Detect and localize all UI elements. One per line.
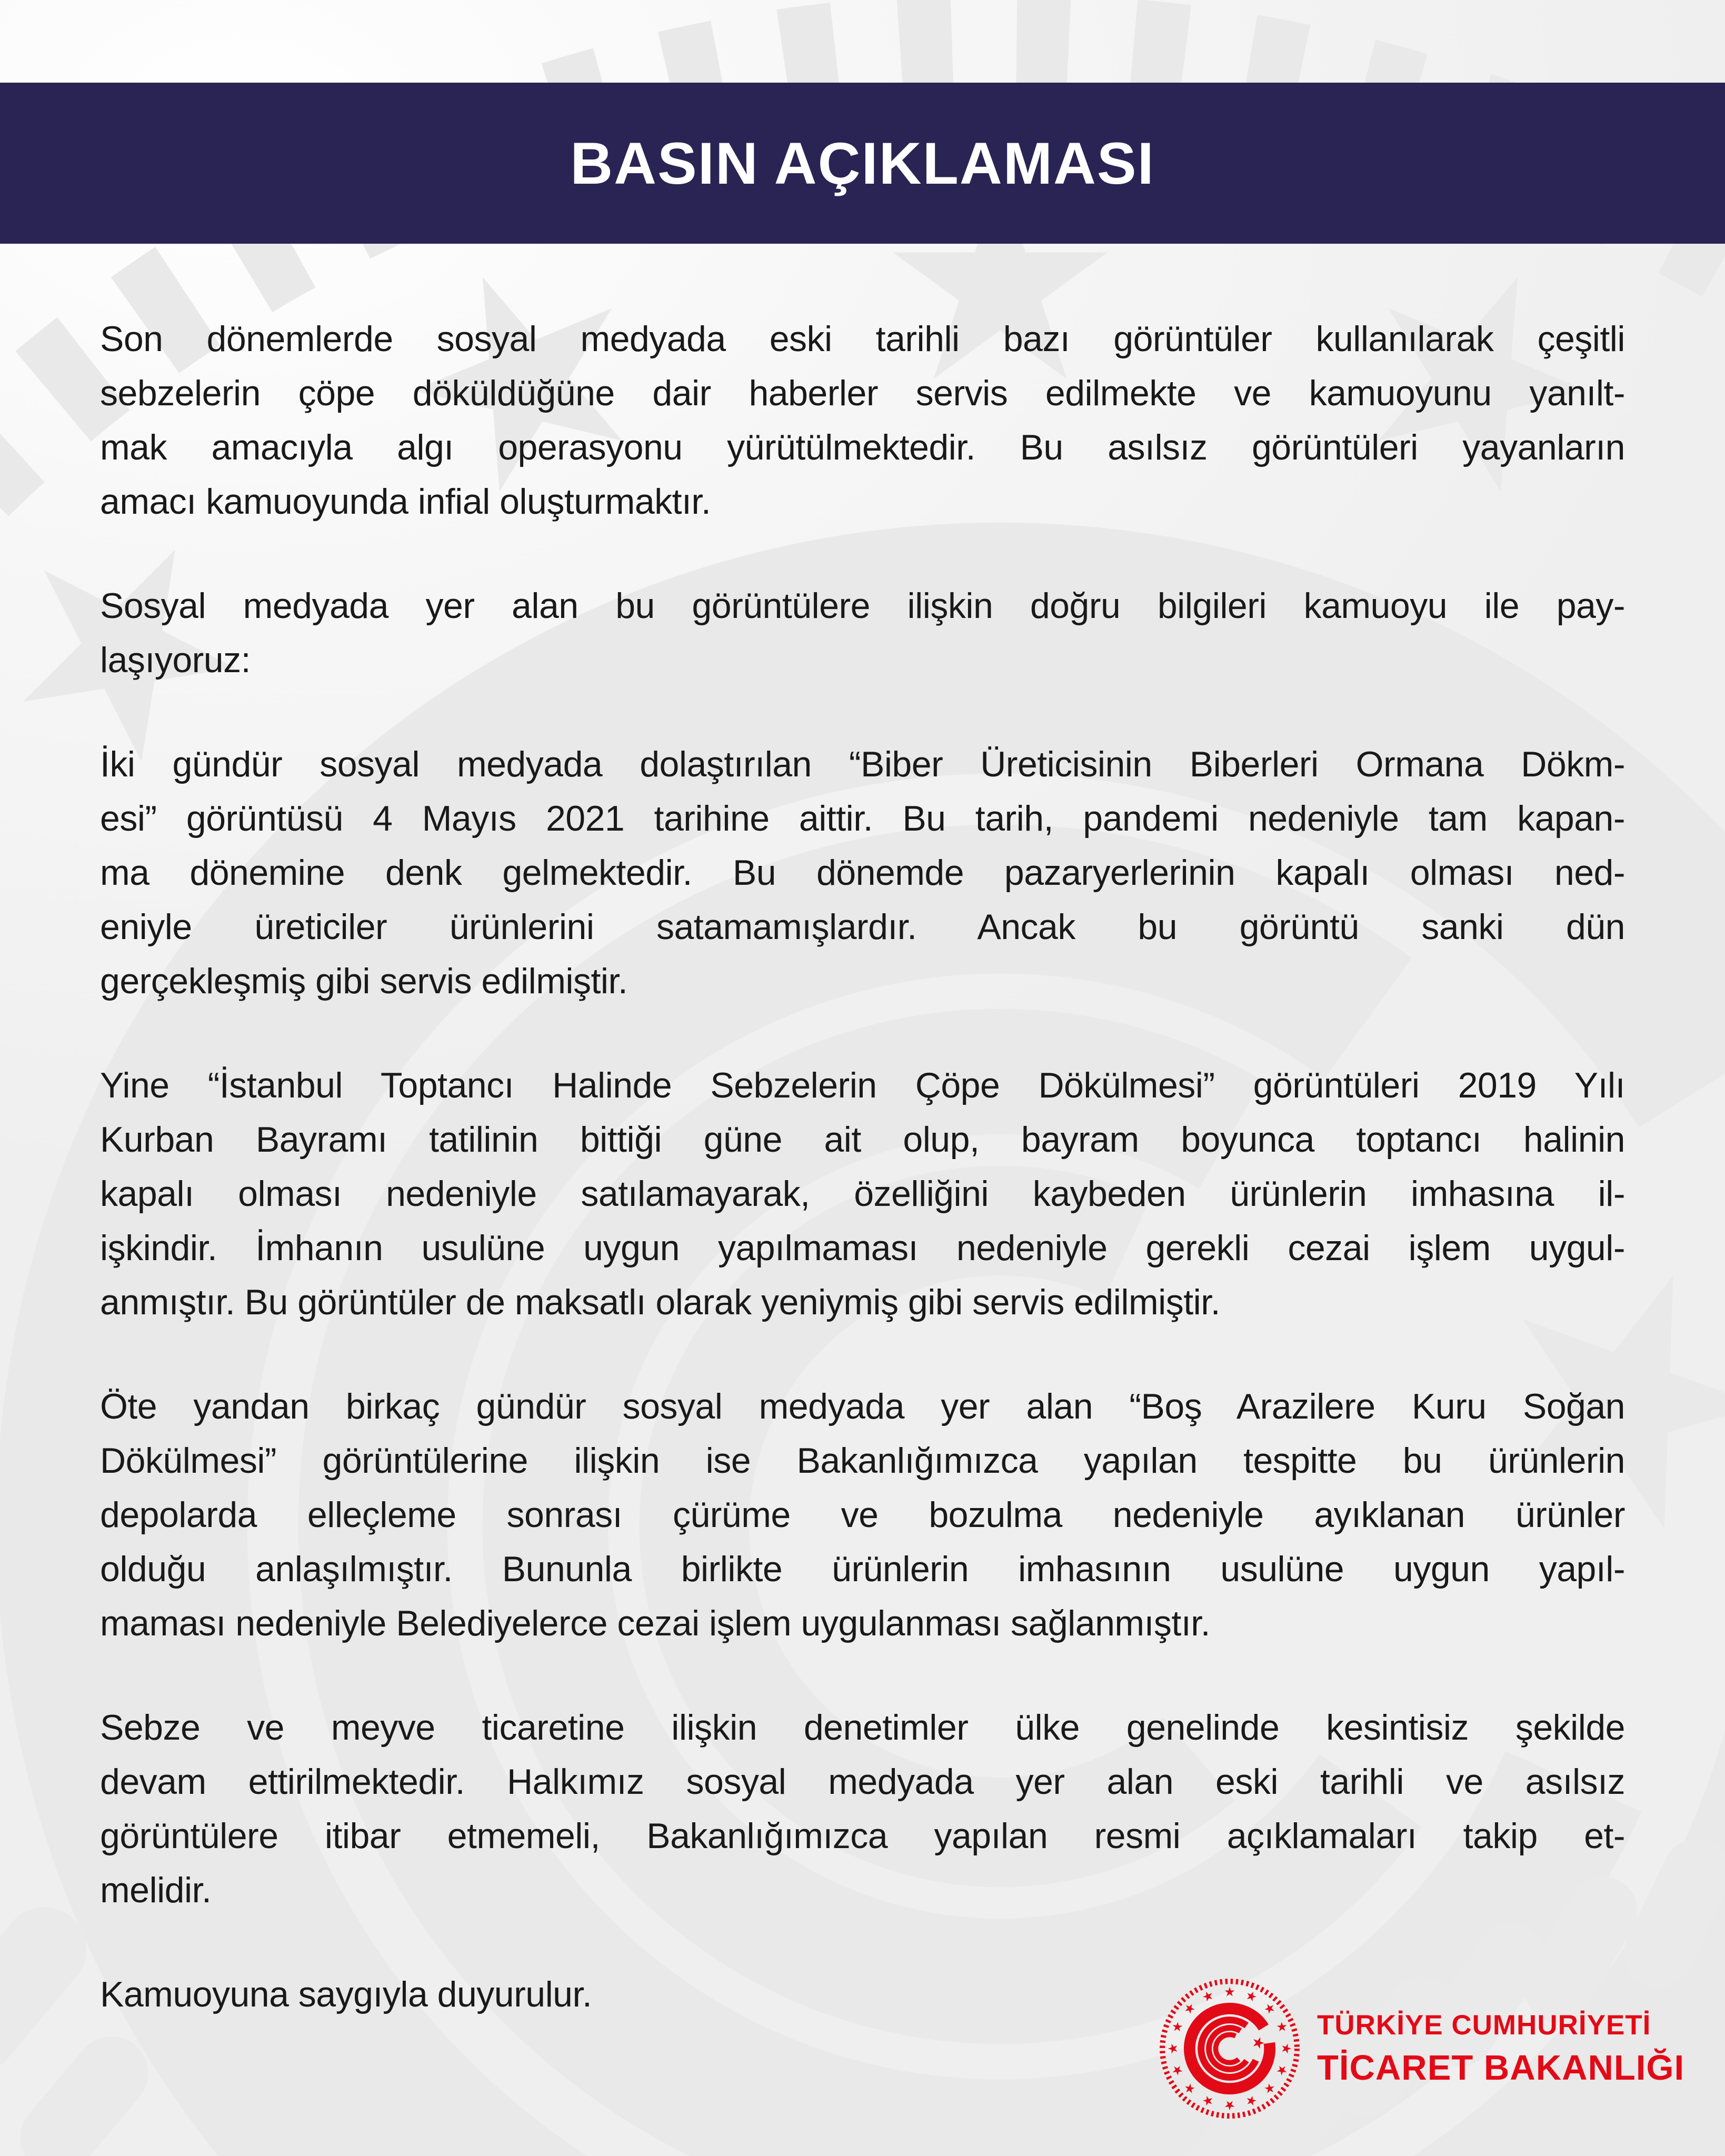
text-line: görüntülere itibar etmemeli, Bakanlığımızca yapılan resmi açıklamaları takip et- xyxy=(100,1816,1625,1856)
text-line: kapalı olması nedeniyle satılamayarak, özelliğini kaybeden ürünlerin imhasına il- xyxy=(100,1174,1625,1214)
text-line: depolarda elleçleme sonrası çürüme ve bozulma nedeniyle ayıklanan ürünler xyxy=(100,1495,1625,1535)
ministry-name-line2: TİCARET BAKANLIĞI xyxy=(1317,2048,1685,2088)
ministry-name xyxy=(1317,2009,1684,2088)
text-line: İki gündür sosyal medyada dolaştırılan “Biber Üreticisinin Biberleri Ormana Dökm- xyxy=(100,744,1625,784)
text-line: Yine “İstanbul Toptancı Halinde Sebzelerin Çöpe Dökülmesi” görüntüleri 2019 Yılı xyxy=(100,1065,1625,1105)
text-line: mak amacıyla algı operasyonu yürütülmektedir. Bu asılsız görüntüleri yayanların xyxy=(100,427,1625,467)
text-line: laşıyoruz: xyxy=(100,640,251,680)
ministry-name-line1: TÜRKİYE CUMHURİYETİ xyxy=(1317,2010,1651,2041)
paragraph xyxy=(100,1380,1625,1651)
text-line: ma dönemine denk gelmektedir. Bu dönemde pazaryerlerinin kapalı olması ned- xyxy=(100,853,1625,893)
page-title: BASIN AÇIKLAMASI xyxy=(570,130,1155,196)
text-line: işkindir. İmhanın usulüne uygun yapılmaması nedeniyle gerekli cezai işlem uygul- xyxy=(100,1228,1625,1268)
text-line: melidir. xyxy=(100,1870,212,1910)
header-band xyxy=(0,83,1725,244)
press-release-body xyxy=(100,312,1625,2022)
text-line: esi” görüntüsü 4 Mayıs 2021 tarihine aittir. Bu tarih, pandemi nedeniyle tam kapan- xyxy=(100,798,1625,839)
ministry-logo xyxy=(1158,1977,1684,2120)
closing-line: Kamuoyuna saygıyla duyurulur. xyxy=(100,1974,592,2014)
crescent-star-emblem-icon xyxy=(1158,1977,1301,2120)
text-line: olduğu anlaşılmıştır. Bununla birlikte ürünlerin imhasının usulüne uygun yapıl- xyxy=(100,1549,1625,1589)
paragraph xyxy=(100,737,1625,1009)
text-line: devam ettirilmektedir. Halkımız sosyal medyada yer alan eski tarihli ve asılsız xyxy=(100,1762,1625,1802)
text-line: maması nedeniyle Belediyelerce cezai işlem uygulanması sağlanmıştır. xyxy=(100,1603,1210,1643)
text-line: Öte yandan birkaç gündür sosyal medyada yer alan “Boş Arazilere Kuru Soğan xyxy=(100,1386,1625,1426)
text-line: sebzelerin çöpe döküldüğüne dair haberler servis edilmekte ve kamuoyunu yanılt- xyxy=(100,373,1625,413)
text-line: Dökülmesi” görüntülerine ilişkin ise Bakanlığımızca yapılan tespitte bu ürünlerin xyxy=(100,1441,1625,1481)
text-line: Sosyal medyada yer alan bu görüntülere ilişkin doğru bilgileri kamuoyu ile pay- xyxy=(100,586,1625,626)
text-line: eniyle üreticiler ürünlerini satamamışlardır. Ancak bu görüntü sanki dün xyxy=(100,907,1625,947)
text-line: Son dönemlerde sosyal medyada eski tarihli bazı görüntüler kullanılarak çeşitli xyxy=(100,319,1625,359)
text-line: Kurban Bayramı tatilinin bittiği güne ait olup, bayram boyunca toptancı halinin xyxy=(100,1120,1625,1160)
paragraph xyxy=(100,1059,1625,1330)
text-line: amacı kamuoyunda infial oluşturmaktır. xyxy=(100,482,711,522)
paragraph xyxy=(100,312,1625,529)
paragraph xyxy=(100,579,1625,687)
text-line: gerçekleşmiş gibi servis edilmiştir. xyxy=(100,961,628,1001)
paragraph xyxy=(100,1701,1625,1918)
text-line: Sebze ve meyve ticaretine ilişkin denetimler ülke genelinde kesintisiz şekilde xyxy=(100,1708,1625,1748)
text-line: anmıştır. Bu görüntüler de maksatlı olarak yeniymiş gibi servis edilmiştir. xyxy=(100,1282,1220,1322)
